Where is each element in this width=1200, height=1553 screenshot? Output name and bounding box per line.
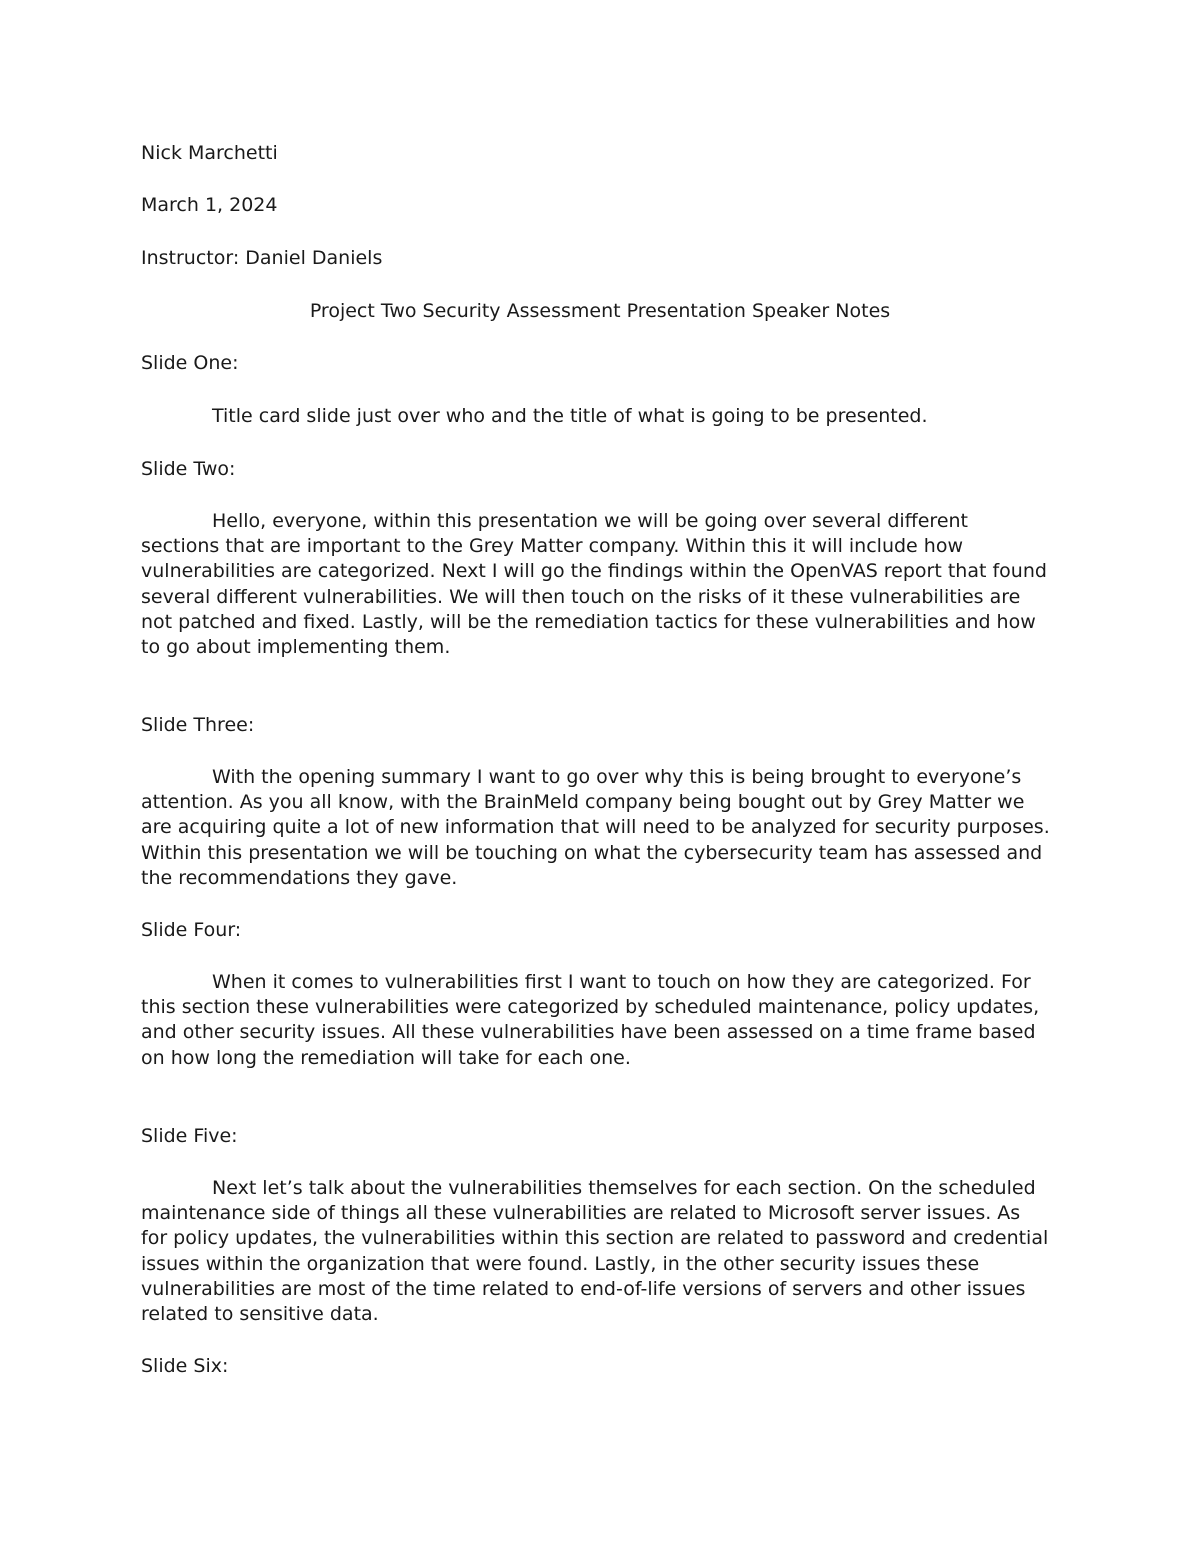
slide-heading: Slide One: xyxy=(141,352,239,374)
slide-notes: With the opening summary I want to go over why this is being brought to everyone’s attention. As you all know, with the BrainMeld company being bought out by Grey Matter we are acquiring quite a lot of new information that will need to be analyzed for security purposes. Within this presentation we will be touching on what the cybersecurity team has assessed and the recommendations they gave. xyxy=(141,766,1050,889)
slide-notes: Title card slide just over who and the title of what is going to be presented. xyxy=(212,405,928,427)
slide-notes: When it comes to vulnerabilities first I want to touch on how they are categorized. For this section these vulnerabilities were categorized by scheduled maintenance, policy updates, and other security issues. All these vulnerabilities have been assessed on a time frame based on how long the remediation will take for each one. xyxy=(141,971,1040,1069)
slide-heading: Slide Six: xyxy=(141,1355,229,1377)
instructor-line: Instructor: Daniel Daniels xyxy=(141,247,383,269)
slide-heading: Slide Three: xyxy=(141,714,255,736)
slide-heading: Slide Two: xyxy=(141,458,236,480)
slide-notes: Hello, everyone, within this presentation we will be going over several different sections that are important to the Grey Matter company. Within this it will include how vulnerabilities are categorized. Next I will go the findings within the OpenVAS report that found several different vulnerabilities. We will then touch on the risks of it these vulnerabilities are not patched and fixed. Lastly, will be the remediation tactics for these vulnerabilities and how to go about implementing them. xyxy=(141,510,1047,659)
slide-heading: Slide Five: xyxy=(141,1125,238,1147)
slide-notes: Next let’s talk about the vulnerabilities themselves for each section. On the scheduled maintenance side of things all these vulnerabilities are related to Microsoft server issues. As for policy updates, the vulnerabilities within this section are related to password and credential issues within the organization that were found. Lastly, in the other security issues these vulnerabilities are most of the time related to end-of-life versions of servers and other issues related to sensitive data. xyxy=(141,1177,1049,1326)
document-title: Project Two Security Assessment Presentation Speaker Notes xyxy=(309,300,891,322)
slide-heading: Slide Four: xyxy=(141,919,242,941)
author-name: Nick Marchetti xyxy=(141,142,278,164)
document-date: March 1, 2024 xyxy=(141,194,278,216)
